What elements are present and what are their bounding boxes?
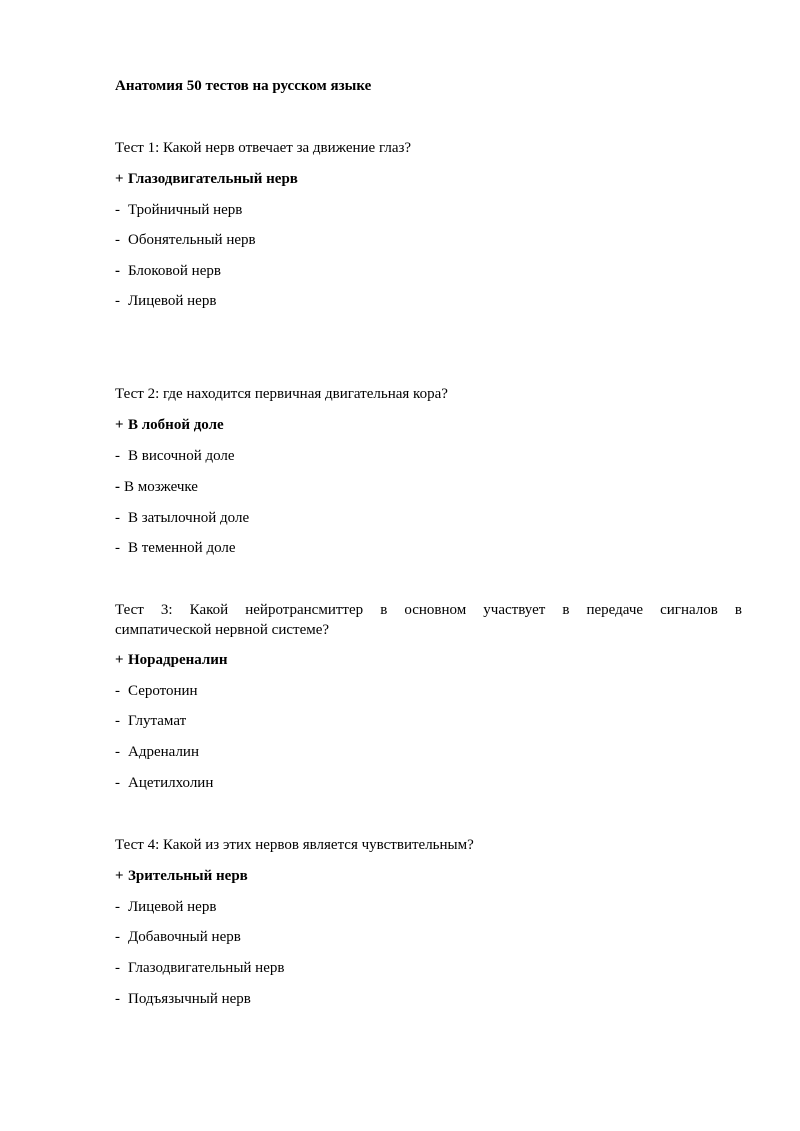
- question-text: Тест 4: Какой из этих нервов является чувствительным?: [115, 837, 474, 853]
- question-text: Тест 2: где находится первичная двигательная кора?: [115, 386, 448, 402]
- answer-correct: [115, 866, 248, 886]
- answer-text: Норадреналин: [128, 652, 228, 668]
- question-word: в: [734, 602, 742, 618]
- answer-text: Лицевой нерв: [128, 899, 217, 915]
- answer-correct: [115, 650, 228, 670]
- answer-option: [115, 742, 199, 762]
- answer-text: В затылочной доле: [128, 510, 250, 526]
- answer-marker: -: [115, 293, 120, 309]
- answer-marker: +: [115, 868, 124, 884]
- test-block-4: [115, 835, 742, 1007]
- answer-option: [115, 897, 216, 917]
- question-text: [115, 600, 742, 640]
- answer-marker: -: [115, 683, 120, 699]
- question-word: сигналов: [660, 602, 718, 618]
- question-word: основном: [404, 602, 467, 618]
- document-title: Анатомия 50 тестов на русском языке: [115, 78, 372, 94]
- answer-option: [115, 477, 198, 497]
- question-word: 3:: [160, 602, 173, 618]
- answer-option: [115, 230, 256, 250]
- question-text: Тест 1: Какой нерв отвечает за движение глаз?: [115, 140, 412, 156]
- answer-option: [115, 927, 241, 947]
- answer-option: [115, 989, 251, 1009]
- answer-option: [115, 958, 284, 978]
- answer-option: [115, 200, 242, 220]
- answer-marker: -: [115, 775, 120, 791]
- answer-marker: -: [115, 929, 120, 945]
- answer-text: Глутамат: [128, 713, 187, 729]
- answer-option: [115, 773, 213, 793]
- question-word: Какой: [189, 602, 229, 618]
- answer-text: Серотонин: [128, 683, 198, 699]
- question-word: в: [380, 602, 388, 618]
- answer-marker: -: [115, 960, 120, 976]
- question-line: симпатической нервной системе?: [115, 622, 330, 638]
- answer-marker: -: [115, 479, 120, 495]
- answer-correct: [115, 169, 298, 189]
- question-word: в: [562, 602, 570, 618]
- answer-marker: -: [115, 991, 120, 1007]
- answer-text: В мозжечке: [124, 479, 198, 495]
- answer-text: Блоковой нерв: [128, 263, 221, 279]
- answer-text: Глазодвигательный нерв: [128, 960, 285, 976]
- answer-text: Добавочный нерв: [128, 929, 241, 945]
- question-word: Тест: [115, 602, 144, 618]
- question-word: участвует: [483, 602, 546, 618]
- answer-option: [115, 711, 186, 731]
- answer-option: [115, 261, 221, 281]
- question-word: нейротрансмиттер: [245, 602, 364, 618]
- answer-text: Адреналин: [128, 744, 199, 760]
- answer-text: Лицевой нерв: [128, 293, 217, 309]
- answer-marker: -: [115, 202, 120, 218]
- test-block-2: [115, 384, 742, 556]
- answer-marker: -: [115, 899, 120, 915]
- answer-text: Ацетилхолин: [128, 775, 214, 791]
- answer-option: [115, 446, 235, 466]
- answer-marker: -: [115, 540, 120, 556]
- answer-text: В височной доле: [128, 448, 235, 464]
- answer-option: [115, 681, 198, 701]
- answer-text: Обонятельный нерв: [128, 232, 256, 248]
- answer-marker: -: [115, 744, 120, 760]
- answer-option: [115, 508, 249, 528]
- answer-marker: -: [115, 232, 120, 248]
- answer-marker: +: [115, 417, 124, 433]
- answer-text: Глазодвигательный нерв: [128, 171, 298, 187]
- answer-option: [115, 291, 216, 311]
- question-line: [115, 600, 742, 620]
- answer-correct: [115, 415, 224, 435]
- answer-text: Зрительный нерв: [128, 868, 248, 884]
- answer-option: [115, 538, 236, 558]
- answer-text: В теменной доле: [128, 540, 236, 556]
- answer-marker: +: [115, 652, 124, 668]
- answer-text: Подъязычный нерв: [128, 991, 251, 1007]
- test-block-1: [115, 138, 742, 309]
- test-block-3: [115, 600, 742, 791]
- answer-marker: -: [115, 713, 120, 729]
- answer-text: В лобной доле: [128, 417, 224, 433]
- question-word: передаче: [586, 602, 644, 618]
- answer-marker: -: [115, 263, 120, 279]
- answer-marker: -: [115, 448, 120, 464]
- answer-marker: +: [115, 171, 124, 187]
- answer-marker: -: [115, 510, 120, 526]
- answer-text: Тройничный нерв: [128, 202, 243, 218]
